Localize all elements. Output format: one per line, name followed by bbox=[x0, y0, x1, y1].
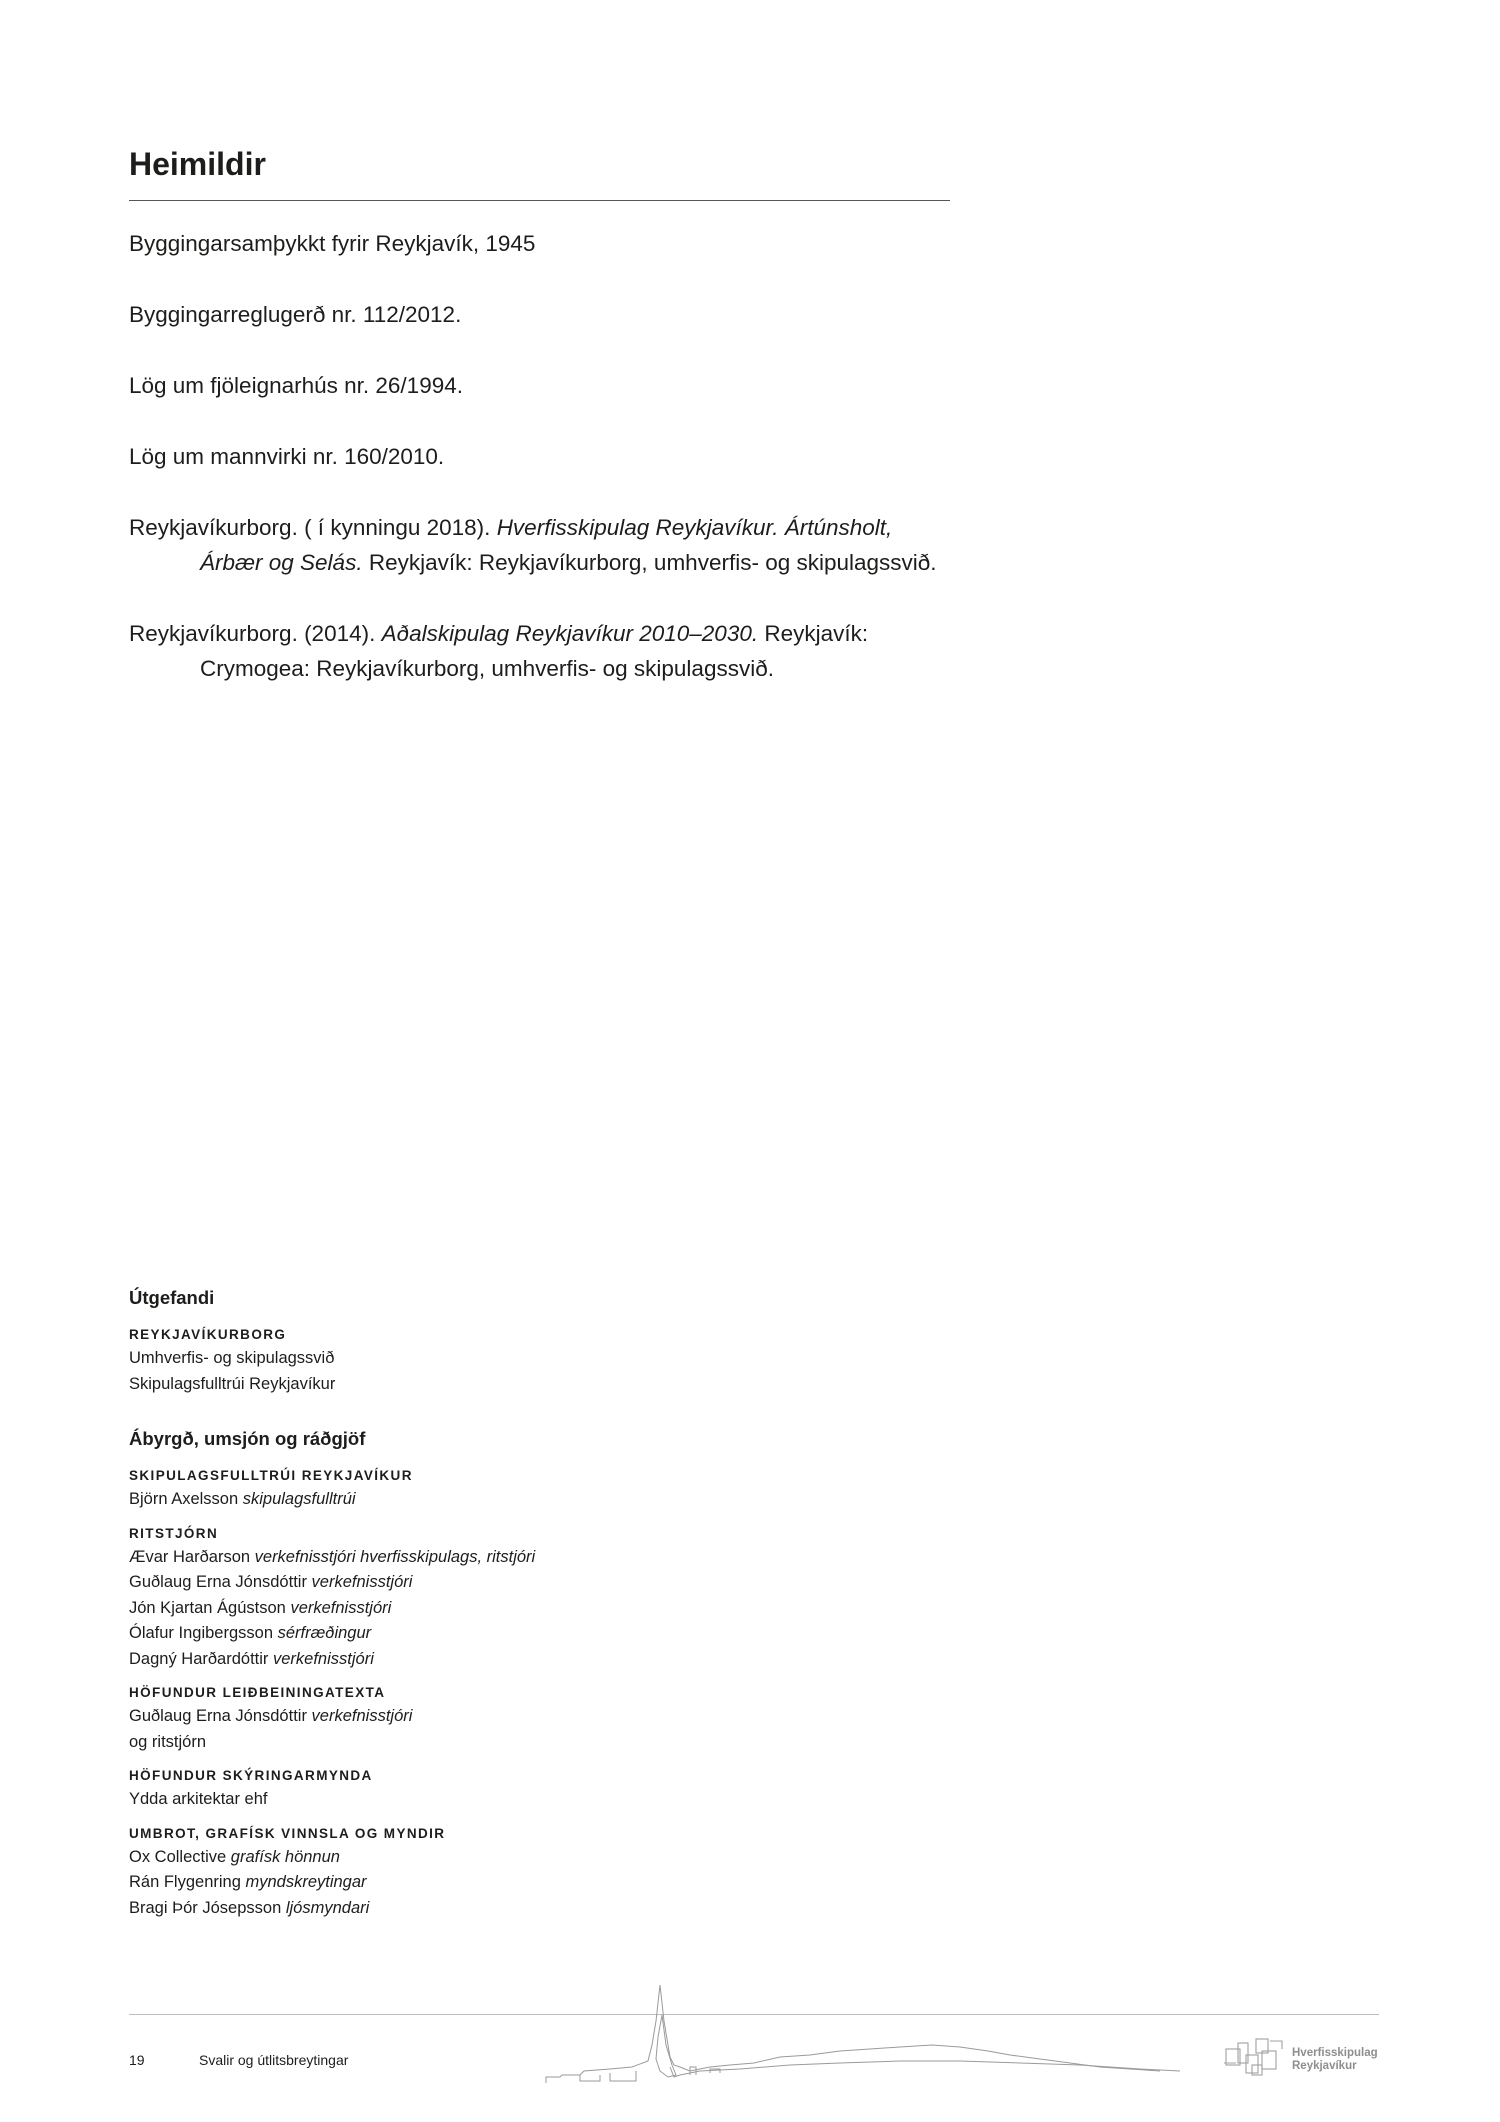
credit-group bbox=[129, 1682, 829, 1755]
reference-entry bbox=[129, 226, 949, 261]
reference-text: Reykjavíkurborg. ( í kynningu 2018). bbox=[129, 515, 497, 540]
person-role: grafísk hönnun bbox=[230, 1847, 340, 1866]
publisher-heading: Útgefandi bbox=[129, 1287, 215, 1308]
credit-caption: UMBROT, GRAFÍSK VINNSLA OG MYNDIR bbox=[129, 1825, 446, 1841]
person-name: Guðlaug Erna Jónsdóttir bbox=[129, 1707, 307, 1725]
credit-person bbox=[129, 1787, 829, 1813]
publisher-caption: REYKJAVÍKURBORG bbox=[129, 1327, 287, 1342]
person-role: sérfræðingur bbox=[277, 1624, 372, 1642]
person-role: myndskreytingar bbox=[245, 1873, 367, 1891]
credit-person bbox=[129, 1647, 829, 1673]
reference-text: Reykjavík: Crymogea: Reykjavíkurborg, umhverfis- og skipulagssvið. bbox=[200, 621, 869, 681]
responsibility-groups bbox=[129, 1465, 829, 1921]
reference-text: Reykjavík: Reykjavíkurborg, umhverfis- og skipulagssvið. bbox=[362, 550, 937, 575]
credit-group bbox=[129, 1823, 829, 1922]
credit-caption: HÖFUNDUR LEIÐBEININGATEXTA bbox=[129, 1685, 386, 1700]
page-title: Heimildir bbox=[129, 146, 266, 182]
publisher-block bbox=[129, 1324, 829, 1397]
person-name: Guðlaug Erna Jónsdóttir bbox=[129, 1573, 307, 1591]
credit-person bbox=[129, 1730, 829, 1756]
reykjavik-skyline-icon bbox=[540, 1985, 1180, 2085]
colophon bbox=[129, 1286, 829, 1931]
reference-title: Aðalskipulag Reykjavíkur 2010–2030. bbox=[381, 621, 759, 646]
credit-group bbox=[129, 1523, 829, 1673]
reference-entry bbox=[129, 616, 949, 686]
reference-entry bbox=[129, 368, 949, 403]
credit-person bbox=[129, 1545, 829, 1571]
credit-person bbox=[129, 1845, 829, 1871]
credit-caption: HÖFUNDUR SKÝRINGARMYNDA bbox=[129, 1768, 373, 1783]
reference-title: Hverfisskipulag Reykjavíkur. Ártúnsholt, Árbær og Selás. bbox=[200, 515, 893, 575]
reference-text: Lög um mannvirki nr. 160/2010. bbox=[129, 444, 445, 469]
hverfisskipulag-logo bbox=[1222, 2035, 1382, 2079]
reference-entry bbox=[129, 297, 949, 332]
credit-person bbox=[129, 1896, 829, 1922]
credit-person bbox=[129, 1487, 829, 1513]
person-name: Ævar Harðarson bbox=[129, 1547, 251, 1566]
credit-caption: RITSTJÓRN bbox=[129, 1525, 219, 1541]
person-name: Björn Axelsson bbox=[129, 1490, 239, 1508]
person-name: Ydda arkitektar ehf bbox=[129, 1790, 268, 1808]
person-role: verkefnisstjóri bbox=[290, 1598, 392, 1617]
reference-entry bbox=[129, 439, 949, 474]
person-name: og ritstjórn bbox=[129, 1732, 207, 1751]
credit-group bbox=[129, 1465, 829, 1513]
person-role: skipulagsfulltrúi bbox=[242, 1490, 356, 1508]
person-name: Rán Flygenring bbox=[129, 1873, 241, 1891]
publisher-line: Skipulagsfulltrúi Reykjavíkur bbox=[129, 1374, 336, 1393]
credit-person bbox=[129, 1704, 829, 1730]
person-name: Dagný Harðardóttir bbox=[129, 1649, 269, 1668]
city-blocks-icon bbox=[1222, 2035, 1290, 2079]
person-name: Ólafur Ingibergsson bbox=[129, 1624, 273, 1642]
person-role: ljósmyndari bbox=[285, 1898, 370, 1917]
reference-text: Byggingarreglugerð nr. 112/2012. bbox=[129, 302, 462, 327]
person-role: verkefnisstjóri bbox=[311, 1573, 413, 1591]
person-name: Jón Kjartan Ágústson bbox=[129, 1598, 286, 1617]
document-title: Svalir og útlitsbreytingar bbox=[199, 2052, 349, 2068]
responsibility-heading: Ábyrgð, umsjón og ráðgjöf bbox=[129, 1428, 366, 1449]
person-name: Ox Collective bbox=[129, 1847, 227, 1866]
reference-text: Lög um fjöleignarhús nr. 26/1994. bbox=[129, 373, 463, 398]
credit-person bbox=[129, 1596, 829, 1622]
person-name: Bragi Þór Jósepsson bbox=[129, 1898, 282, 1917]
reference-text: Byggingarsamþykkt fyrir Reykjavík, 1945 bbox=[129, 231, 536, 256]
credit-caption: SKIPULAGSFULLTRÚI REYKJAVÍKUR bbox=[129, 1468, 413, 1483]
reference-text: Reykjavíkurborg. (2014). bbox=[129, 621, 382, 646]
publisher-line: Umhverfis- og skipulagssvið bbox=[129, 1349, 335, 1367]
reference-list bbox=[129, 226, 949, 722]
credit-person bbox=[129, 1570, 829, 1596]
person-role: verkefnisstjóri bbox=[311, 1707, 413, 1725]
page-number: 19 bbox=[129, 2052, 145, 2068]
credit-person bbox=[129, 1621, 829, 1647]
credit-group bbox=[129, 1765, 829, 1813]
person-role: verkefnisstjóri bbox=[273, 1649, 374, 1668]
logo-line-1: Hverfisskipulag bbox=[1292, 2047, 1378, 2059]
reference-entry bbox=[129, 510, 949, 580]
credit-person bbox=[129, 1870, 829, 1896]
title-divider bbox=[129, 200, 950, 201]
logo-line-2: Reykjavíkur bbox=[1292, 2060, 1357, 2072]
person-role: verkefnisstjóri hverfisskipulags, ritstjóri bbox=[254, 1547, 536, 1566]
